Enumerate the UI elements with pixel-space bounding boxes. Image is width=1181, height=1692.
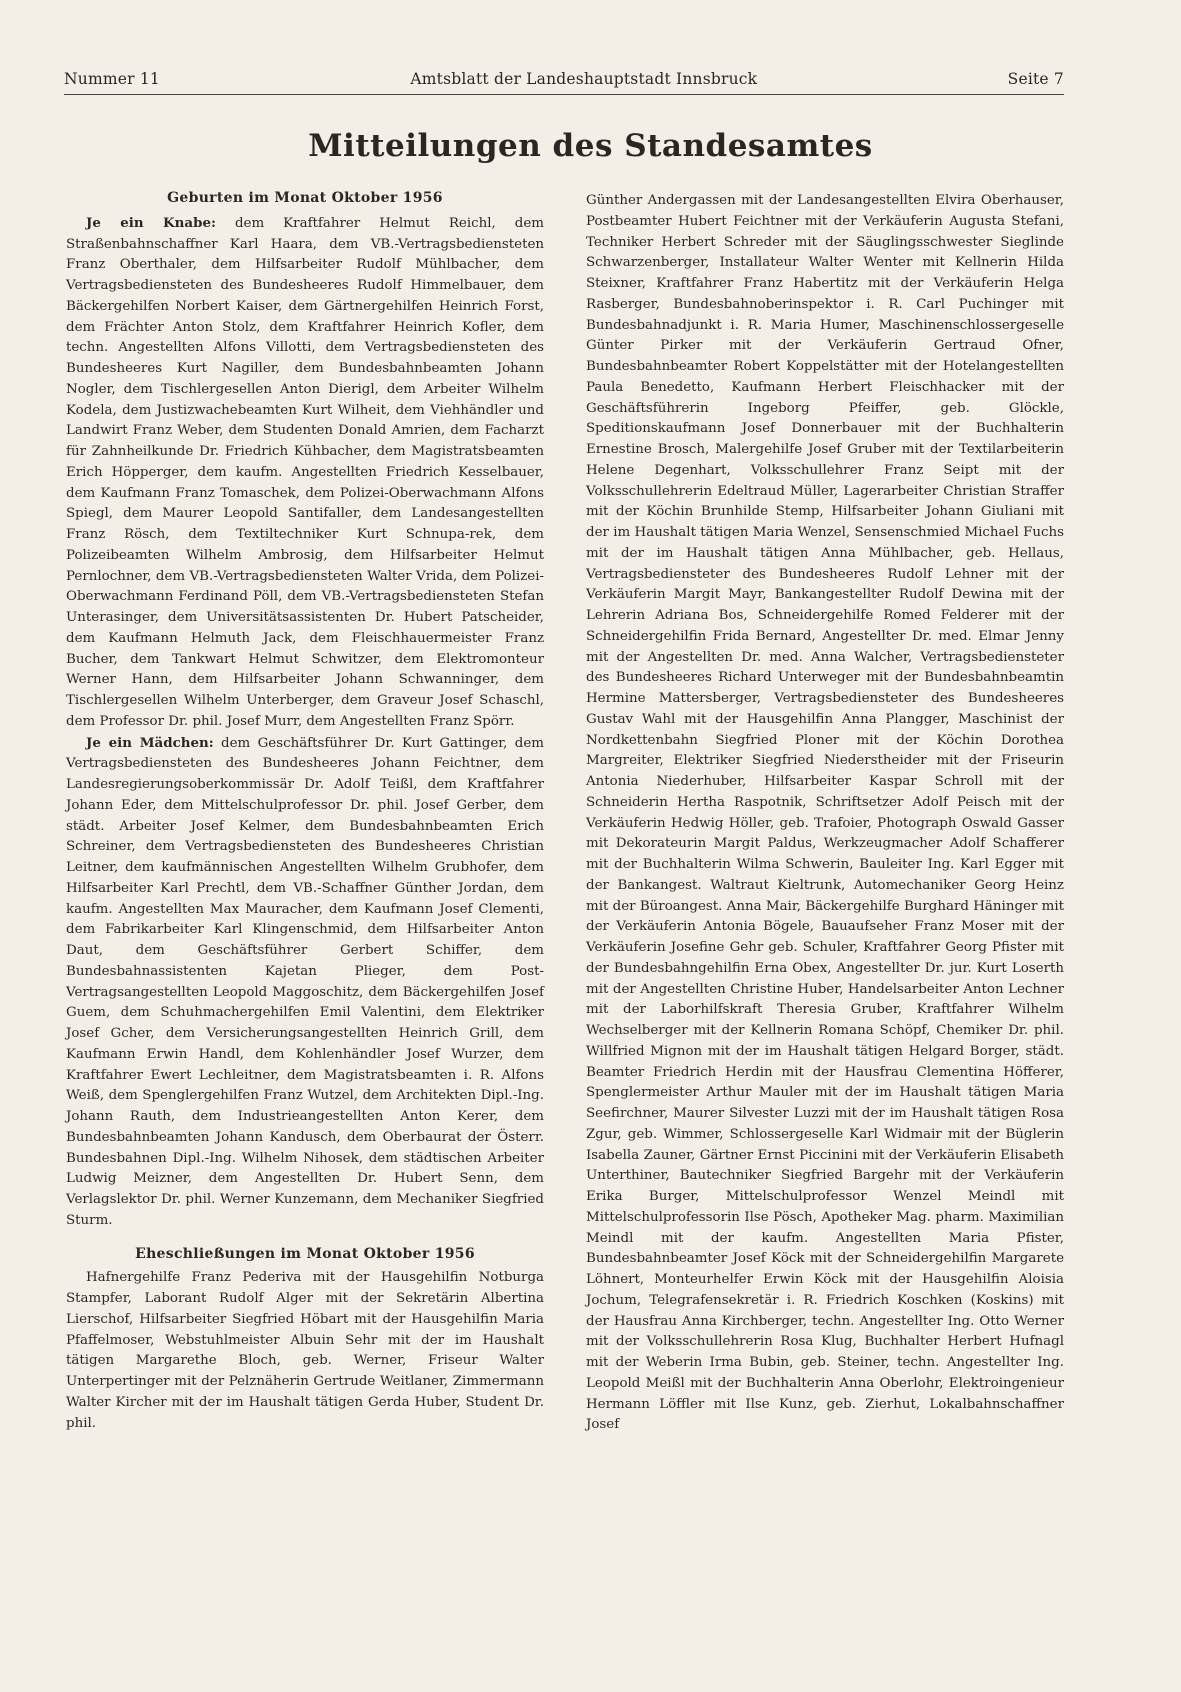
publication-name: Amtsblatt der Landeshauptstadt Innsbruck: [410, 70, 758, 88]
marriages-heading: Eheschließungen im Monat Oktober 1956: [135, 1245, 475, 1262]
births-boys-lead: Je ein Knabe:: [86, 214, 216, 231]
births-heading: Geburten im Monat Oktober 1956: [167, 190, 443, 206]
marriages-paragraph-left: Hafnergehilfe Franz Pederiva mit der Hausgehilfin Notburga Stampfer, Laborant Rudolf Alger mit der Sekretärin Albertina Lierschof, Hilfsarbeiter Siegfried Höbart mit der Hausgehilfin Maria Pfaffelmoser, Webstuhlmeister Albuin Sehr mit der im Haushalt tätigen Margarethe Bloch, geb. Werner, Friseur Walter Unterpertinger mit der Pelznäherin Gertrude Weitlaner, Zimmermann Walter Kircher mit der im Haushalt tätigen Gerda Huber, Student Dr. phil.: [66, 1270, 544, 1431]
page-title: Mitteilungen des Standesamtes: [308, 128, 873, 164]
issue-number: Nummer 11: [64, 70, 160, 88]
page-header: [64, 70, 1064, 88]
births-boys-text: dem Kraftfahrer Helmut Reichl, dem Straßenbahnschaffner Karl Haara, dem VB.-Vertragsbediensteten Franz Oberthaler, dem Hilfsarbeiter Rudolf Mühlbacher, dem Vertragsbediensteten des Bundesheeres Rudolf Himmelbauer, dem Bäckergehilfen Norbert Kaiser, dem Gärtnergehilfen Heinrich Forst, dem Frächter Anton Stolz, dem Kraftfahrer Heinrich Kofler, dem techn. Angestellten Alfons Villotti, dem Vertragsbediensteten des Bundesheeres Kurt Nagiller, dem Bundesbahnbeamten Johann Nogler, dem Tischlergesellen Anton Dierigl, dem Arbeiter Wilhelm Kodela, dem Justizwachebeamten Kurt Wilheit, dem Viehhändler und Landwirt Franz Weber, dem Studenten Donald Amrien, dem Facharzt für Zahnheilkunde Dr. Friedrich Kühbacher, dem Magistratsbeamten Erich Höpperger, dem kaufm. Angestellten Friedrich Kesselbauer, dem Kaufmann Franz Tomaschek, dem Polizei-Oberwachmann Alfons Spiegl, dem Maurer Leopold Santifaller, dem Landesangestellten Franz Rösch, dem Textiltechniker Kurt Schnupa-rek, dem Polizeibeamten Wilhelm Ambrosig, dem Hilfsarbeiter Helmut Pernlochner, dem VB.-Vertragsbediensteten Walter Vrida, dem Polizei-Oberwachmann Ferdinand Pöll, dem VB.-Vertragsbediensteten Stefan Unterasinger, dem Universitätsassistenten Dr. Hubert Patscheider, dem Kaufmann Helmuth Jack, dem Fleischhauermeister Franz Bucher, dem Tankwart Helmut Schwitzer, dem Elektromonteur Werner Hann, dem Hilfsarbeiter Johann Schwanninger, dem Tischlergesellen Wilhelm Unterberger, dem Graveur Josef Schaschl, dem Professor Dr. phil. Josef Murr, dem Angestellten Franz Spörr.: [66, 215, 544, 729]
header-divider: [64, 94, 1064, 95]
left-column: [66, 188, 544, 1434]
marriages-paragraph-right: Günther Andergassen mit der Landesangestellten Elvira Oberhauser, Postbeamter Hubert Feichtner mit der Verkäuferin Augusta Stefani, Techniker Herbert Schreder mit der Säuglingsschwester Sieglinde Schwarzenberger, Installateur Walter Wenter mit Kellnerin Hilda Steixner, Kraftfahrer Franz Habertitz mit der Verkäuferin Helga Rasberger, Bundesbahnoberinspektor i. R. Carl Puchinger mit Bundesbahnadjunkt i. R. Maria Humer, Maschinenschlossergeselle Günter Pirker mit der Verkäuferin Gertraud Ofner, Bundesbahnbeamter Robert Koppelstätter mit der Hotelangestellten Paula Benedetto, Kaufmann Herbert Fleischhacker mit der Geschäftsführerin Ingeborg Pfeiffer, geb. Glöckle, Speditionskaufmann Josef Donnerbauer mit der Buchhalterin Ernestine Brosch, Malergehilfe Josef Gruber mit der Textilarbeiterin Helene Degenhart, Volksschullehrer Franz Seipt mit der Volksschullehrerin Edeltraud Müller, Lagerarbeiter Christian Straffer mit der Köchin Brunhilde Stemp, Hilfsarbeiter Johann Giuliani mit der im Haushalt tätigen Maria Wenzel, Sensenschmied Michael Fuchs mit der im Haushalt tätigen Anna Mühlbacher, geb. Hellaus, Vertragsbediensteter des Bundesheeres Rudolf Lehner mit der Verkäuferin Margit Mayr, Bankangestellter Rudolf Dewina mit der Lehrerin Adriana Bos, Schneidergehilfe Romed Felderer mit der Schneidergehilfin Frida Bernard, Angestellter Dr. med. Elmar Jenny mit der Angestellten Dr. med. Anna Walcher, Vertragsbediensteter des Bundesheeres Richard Unterweger mit der Bundesbahnbeamtin Hermine Mattersberger, Vertragsbediensteter des Bundesheeres Gustav Wahl mit der Hausgehilfin Anna Plangger, Maschinist der Nordkettenbahn Siegfried Ploner mit der Köchin Dorothea Margreiter, Elektriker Siegfried Niederstheider mit der Friseurin Antonia Niederhuber, Hilfsarbeiter Kaspar Schroll mit der Schneiderin Hertha Raspotnik, Schriftsetzer Adolf Peisch mit der Verkäuferin Hedwig Höller, geb. Trafoier, Photograph Oswald Gasser mit Dekorateurin Margit Paldus, Werkzeugmacher Adolf Schafferer mit der Buchhalterin Wilma Schwerin, Bauleiter Ing. Karl Egger mit der Bankangest. Waltraut Kieltrunk, Automechaniker Georg Heinz mit der Büroangest. Anna Mair, Bäckergehilfe Burghard Häninger mit der Verkäuferin Antonia Bögele, Bauaufseher Franz Moser mit der Verkäuferin Josefine Gehr geb. Schuler, Kraftfahrer Georg Pfister mit der Bundesbahngehilfin Erna Obex, Angestellter Dr. jur. Kurt Loserth mit der Angestellten Christine Huber, Handelsarbeiter Anton Lechner mit der Laborhilfskraft Theresia Gruber, Kraftfahrer Wilhelm Wechselberger mit der Kellnerin Romana Schöpf, Chemiker Dr. phil. Willfried Mignon mit der im Haushalt tätigen Helgard Borger, städt. Beamter Friedrich Herdin mit der Hausfrau Clementina Höfferer, Spenglermeister Arthur Mauler mit der im Haushalt tätigen Maria Seefirchner, Maurer Silvester Luzzi mit der im Haushalt tätigen Rosa Zgur, geb. Wimmer, Schlossergeselle Karl Widmair mit der Büglerin Isabella Zauner, Gärtner Ernst Piccinini mit der Verkäuferin Elisabeth Unterthiner, Bautechniker Siegfried Bargehr mit der Verkäuferin Erika Burger, Mittelschulprofessor Wenzel Meindl mit Mittelschulprofessorin Ilse Pösch, Apotheker Mag. pharm. Maximilian Meindl mit der kaufm. Angestellten Maria Pfister, Bundesbahnbeamter Josef Köck mit der Schneidergehilfin Margarete Löhnert, Monteurhelfer Erwin Köck mit der Hausgehilfin Aloisia Jochum, Telegrafensekretär i. R. Friedrich Koschken (Koskins) mit der Hausfrau Anna Kirchberger, techn. Angestellter Ing. Otto Werner mit der Volksschullehrerin Rosa Klug, Buchhalter Herbert Hufnagl mit der Weberin Irma Bubin, geb. Steiner, techn. Angestellter Ing. Leopold Meißl mit der Buchhalterin Anna Oberlohr, Elektroingenieur Hermann Löffler mit Ilse Kunz, geb. Zierhut, Lokalbahnschaffner Josef: [586, 193, 1064, 1433]
page-number: Seite 7: [1007, 70, 1064, 88]
births-girls-paragraph: [66, 733, 544, 1232]
births-girls-lead: Je ein Mädchen:: [86, 734, 214, 751]
births-boys-paragraph: [66, 213, 544, 733]
right-column: [586, 191, 1064, 1436]
births-girls-text: dem Geschäftsführer Dr. Kurt Gattinger, dem Vertragsbediensteten des Bundesheeres Johann Feichtner, dem Landesregierungsoberkommissär Dr. Adolf Teißl, dem Kraftfahrer Johann Eder, dem Mittelschulprofessor Dr. phil. Josef Gerber, dem städt. Arbeiter Josef Kelmer, dem Bundesbahnbeamten Erich Schreiner, dem Vertragsbediensteten des Bundesheeres Christian Leitner, dem kaufmännischen Angestellten Wilhelm Grubhofer, dem Hilfsarbeiter Karl Prechtl, dem VB.-Schaffner Günther Jordan, dem kaufm. Angestellten Max Mauracher, dem Kaufmann Josef Clementi, dem Fabrikarbeiter Karl Klingenschmid, dem Hilfsarbeiter Anton Daut, dem Geschäftsführer Gerbert Schiffer, dem Bundesbahnassistenten Kajetan Plieger, dem Post-Vertragsangestellten Leopold Maggoschitz, dem Bäckergehilfen Josef Guem, dem Schuhmachergehilfen Emil Valentini, dem Elektriker Josef Gcher, dem Versicherungsangestellten Heinrich Grill, dem Kaufmann Erwin Handl, dem Kohlenhändler Josef Wurzer, dem Kraftfahrer Ewert Lechleitner, dem Magistratsbeamten i. R. Alfons Weiß, dem Spenglergehilfen Franz Wutzel, dem Architekten Dipl.-Ing. Johann Rauth, dem Industrieangestellten Anton Kerer, dem Bundesbahnbeamten Johann Kandusch, dem Oberbaurat der Österr. Bundesbahnen Dipl.-Ing. Wilhelm Nihosek, dem städtischen Arbeiter Ludwig Meizner, dem Angestellten Dr. Hubert Senn, dem Verlagslektor Dr. phil. Werner Kunzemann, dem Mechaniker Siegfried Sturm.: [66, 735, 544, 1228]
